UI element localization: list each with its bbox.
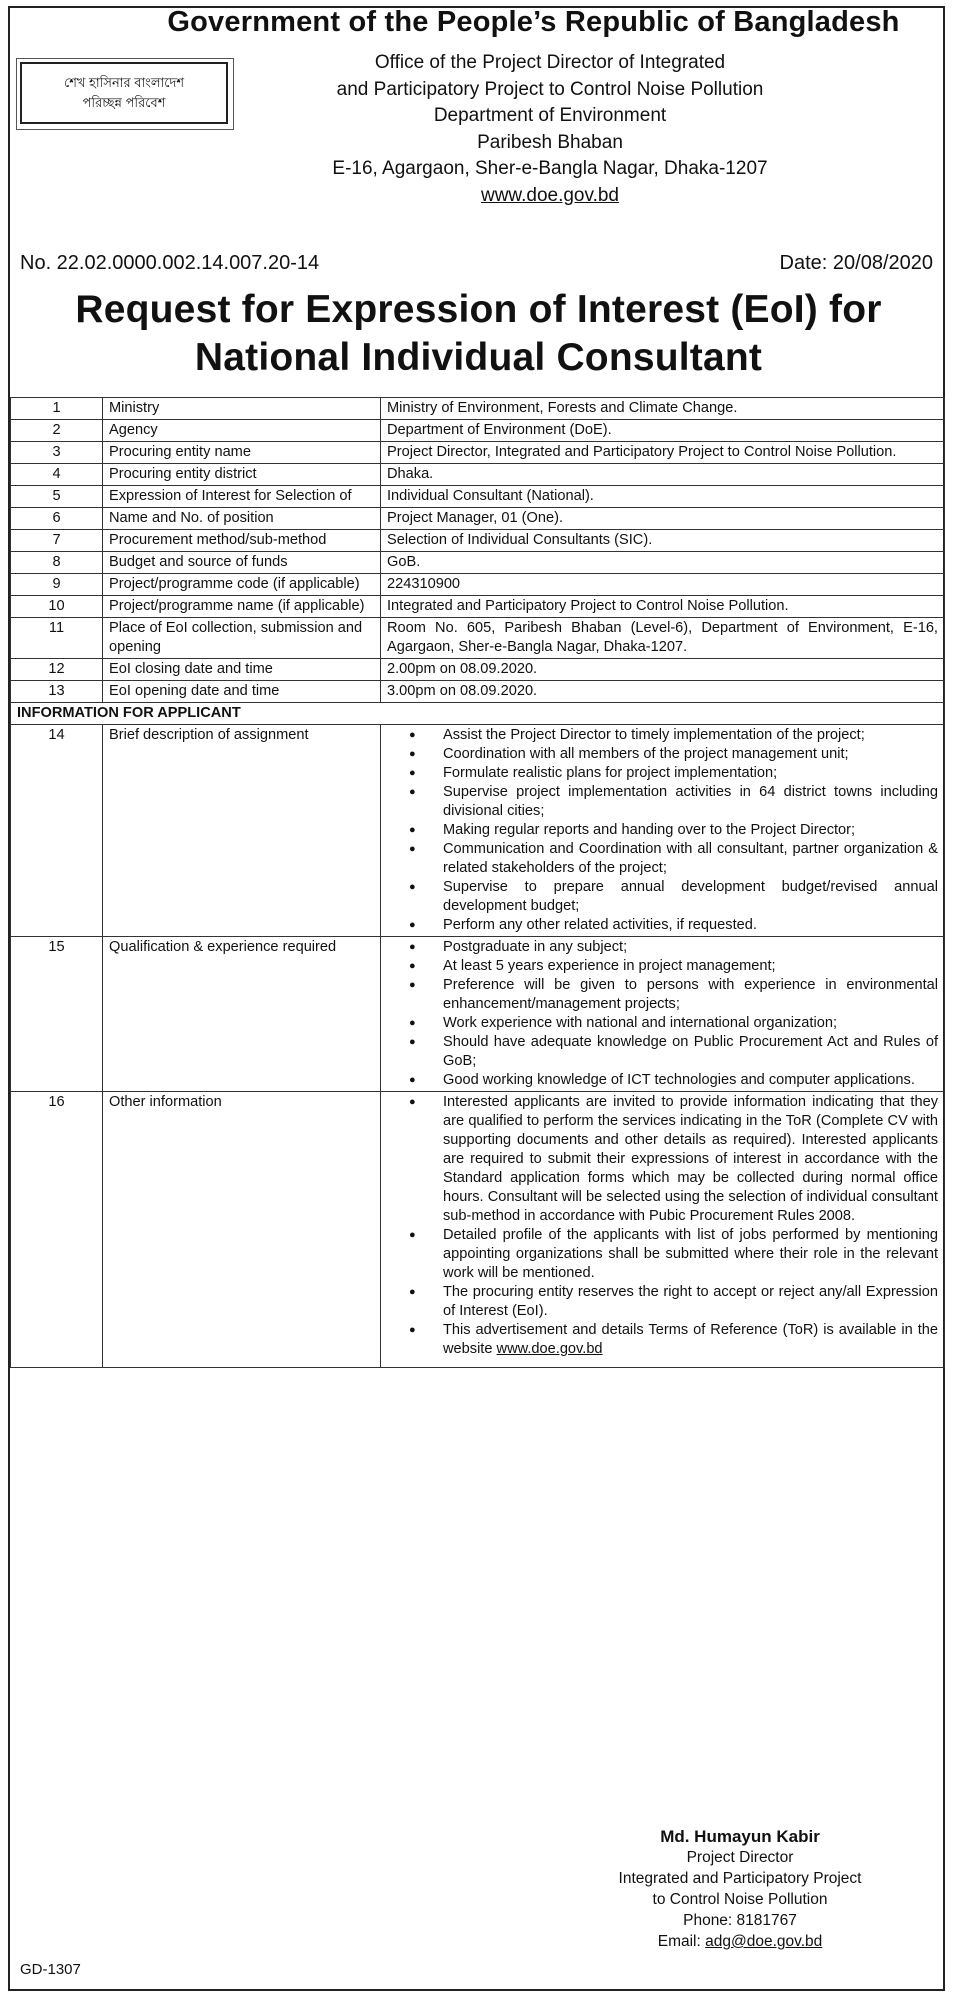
row-label: Other information — [103, 1092, 381, 1368]
slogan-box — [20, 62, 228, 124]
row-label: Brief description of assignment — [103, 725, 381, 937]
row-value: Dhaka. — [381, 464, 945, 486]
table-row — [11, 398, 945, 420]
website-link[interactable]: www.doe.gov.bd — [480, 184, 619, 206]
eoi-table — [10, 397, 945, 1368]
slogan-line-1: শেখ হাসিনার বাংলাদেশ — [63, 75, 185, 90]
office-line: Office of the Project Director of Integrated — [374, 52, 726, 73]
row-value: Selection of Individual Consultants (SIC). — [381, 530, 945, 552]
table-row — [11, 552, 945, 574]
list-item: ● Interested applicants are invited to provide information indicating that they are qualified to perform the services indicating in the ToR (Complete CV with supporting documents and other details as required). Interested applicants are required to submit their expressions of interest in accordance with the Standard application forms which may be collected during normal office hours. Consultant will be selected using the selection of individual consultant sub-method in accordance with Pubic Procurement Rules 2008. — [387, 1093, 938, 1226]
row-value: 224310900 — [381, 574, 945, 596]
table-row — [11, 508, 945, 530]
table-row — [11, 725, 945, 937]
row-value — [381, 937, 945, 1092]
row-number: 2 — [11, 420, 103, 442]
row-label: Expression of Interest for Selection of — [103, 486, 381, 508]
list-item: ● Preference will be given to persons with experience in environmental enhancement/management projects; — [387, 976, 938, 1014]
signatory-org-line: Integrated and Participatory Project — [618, 1870, 862, 1887]
reference-number: No. 22.02.0000.002.14.007.20-14 — [20, 252, 320, 274]
signatory-designation: Project Director — [686, 1849, 794, 1866]
website-link[interactable]: www.doe.gov.bd — [496, 1341, 603, 1357]
list-item: ● Detailed profile of the applicants with list of jobs performed by mentioning appointing organizations shall be submitted where their role in the relevant work will be mentioned. — [387, 1226, 938, 1283]
list-item-text: This advertisement and details Terms of Reference (ToR) is available in the website — [443, 1322, 938, 1357]
row-number: 14 — [11, 725, 103, 937]
row-label: Procuring entity district — [103, 464, 381, 486]
table-row — [11, 596, 945, 618]
row-label: Procurement method/sub-method — [103, 530, 381, 552]
office-line: E-16, Agargaon, Sher-e-Bangla Nagar, Dhaka-1207 — [332, 158, 768, 179]
row-value: Project Manager, 01 (One). — [381, 508, 945, 530]
row-value: GoB. — [381, 552, 945, 574]
row-number: 7 — [11, 530, 103, 552]
email-label: Email: — [657, 1933, 706, 1950]
row-label: Place of EoI collection, submission and opening — [103, 618, 381, 659]
row-label: EoI opening date and time — [103, 681, 381, 703]
list-item: ● Good working knowledge of ICT technologies and computer applications. — [387, 1071, 938, 1090]
list-item: ● Postgraduate in any subject; — [387, 938, 938, 957]
row-label: Qualification & experience required — [103, 937, 381, 1092]
row-number: 16 — [11, 1092, 103, 1368]
office-line: Department of Environment — [433, 105, 667, 126]
office-line: Paribesh Bhaban — [477, 131, 623, 153]
table-row — [11, 618, 945, 659]
list-item: ● Formulate realistic plans for project implementation; — [387, 764, 938, 783]
row-number: 4 — [11, 464, 103, 486]
title-line-1: Request for Expression of Interest (EoI) for — [75, 288, 882, 331]
row-number: 15 — [11, 937, 103, 1092]
title-line-2: National Individual Consultant — [194, 336, 763, 379]
row-number: 1 — [11, 398, 103, 420]
row-value: Individual Consultant (National). — [381, 486, 945, 508]
signatory-email-line — [560, 1931, 920, 1952]
email-link[interactable]: adg@doe.gov.bd — [705, 1933, 823, 1950]
signature-block — [560, 1826, 920, 1952]
row-label: Project/programme code (if applicable) — [103, 574, 381, 596]
row-value: Room No. 605, Paribesh Bhaban (Level-6), Department of Environment, E-16, Agargaon, Sher-e-Bangla Nagar, Dhaka-1207. — [381, 618, 945, 659]
table-row — [11, 464, 945, 486]
table-row — [11, 659, 945, 681]
office-line: and Participatory Project to Control Noise Pollution — [336, 78, 764, 100]
row-label: Ministry — [103, 398, 381, 420]
slogan-line-2: পরিচ্ছন্ন পরিবেশ — [82, 95, 166, 110]
signatory-phone: Phone: 8181767 — [683, 1912, 797, 1929]
list-item: ● The procuring entity reserves the right to accept or reject any/all Expression of Interest (EoI). — [387, 1283, 938, 1321]
row-value: 2.00pm on 08.09.2020. — [381, 659, 945, 681]
row-number: 3 — [11, 442, 103, 464]
office-address — [290, 50, 810, 209]
page-title — [0, 286, 957, 382]
table-row — [11, 486, 945, 508]
row-label: Budget and source of funds — [103, 552, 381, 574]
row-number: 12 — [11, 659, 103, 681]
list-item: ● Communication and Coordination with all consultant, partner organization & related stakeholders of the project; — [387, 840, 938, 878]
row-value: Ministry of Environment, Forests and Climate Change. — [381, 398, 945, 420]
row-label: EoI closing date and time — [103, 659, 381, 681]
row-number: 6 — [11, 508, 103, 530]
row-number: 13 — [11, 681, 103, 703]
list-item: ● Work experience with national and international organization; — [387, 1014, 938, 1033]
table-row — [11, 420, 945, 442]
table-row — [11, 681, 945, 703]
row-value: Project Director, Integrated and Participatory Project to Control Noise Pollution. — [381, 442, 945, 464]
gd-number: GD-1307 — [20, 1961, 81, 1978]
table-row — [11, 442, 945, 464]
row-number: 8 — [11, 552, 103, 574]
row-value: Integrated and Participatory Project to Control Noise Pollution. — [381, 596, 945, 618]
list-item: ● Supervise project implementation activities in 64 district towns including divisional cities; — [387, 783, 938, 821]
row-number: 11 — [11, 618, 103, 659]
row-number: 10 — [11, 596, 103, 618]
row-label: Agency — [103, 420, 381, 442]
list-item — [387, 1321, 938, 1359]
row-label: Project/programme name (if applicable) — [103, 596, 381, 618]
notice-date: Date: 20/08/2020 — [779, 252, 933, 274]
row-value — [381, 1092, 945, 1368]
row-label: Procuring entity name — [103, 442, 381, 464]
list-item: ● At least 5 years experience in project management; — [387, 957, 938, 976]
row-label: Name and No. of position — [103, 508, 381, 530]
row-value: 3.00pm on 08.09.2020. — [381, 681, 945, 703]
assignment-list — [387, 726, 938, 935]
section-row — [11, 703, 945, 725]
list-item: ● Should have adequate knowledge on Public Procurement Act and Rules of GoB; — [387, 1033, 938, 1071]
table-row — [11, 937, 945, 1092]
list-item: ● Making regular reports and handing over to the Project Director; — [387, 821, 938, 840]
government-title: Government of the People’s Republic of Bangladesh — [167, 6, 900, 38]
signatory-org-line: to Control Noise Pollution — [652, 1891, 828, 1908]
table-row — [11, 574, 945, 596]
table-row — [11, 530, 945, 552]
row-value: Department of Environment (DoE). — [381, 420, 945, 442]
signatory-name: Md. Humayun Kabir — [660, 1827, 820, 1846]
section-title: INFORMATION FOR APPLICANT — [11, 703, 945, 725]
list-item: ● Supervise to prepare annual development budget/revised annual development budget; — [387, 878, 938, 916]
row-number: 9 — [11, 574, 103, 596]
list-item: ● Perform any other related activities, if requested. — [387, 916, 938, 935]
list-item: ● Coordination with all members of the project management unit; — [387, 745, 938, 764]
row-value — [381, 725, 945, 937]
other-info-list — [387, 1093, 938, 1359]
qualification-list — [387, 938, 938, 1090]
list-item: ● Assist the Project Director to timely implementation of the project; — [387, 726, 938, 745]
row-number: 5 — [11, 486, 103, 508]
table-row — [11, 1092, 945, 1368]
